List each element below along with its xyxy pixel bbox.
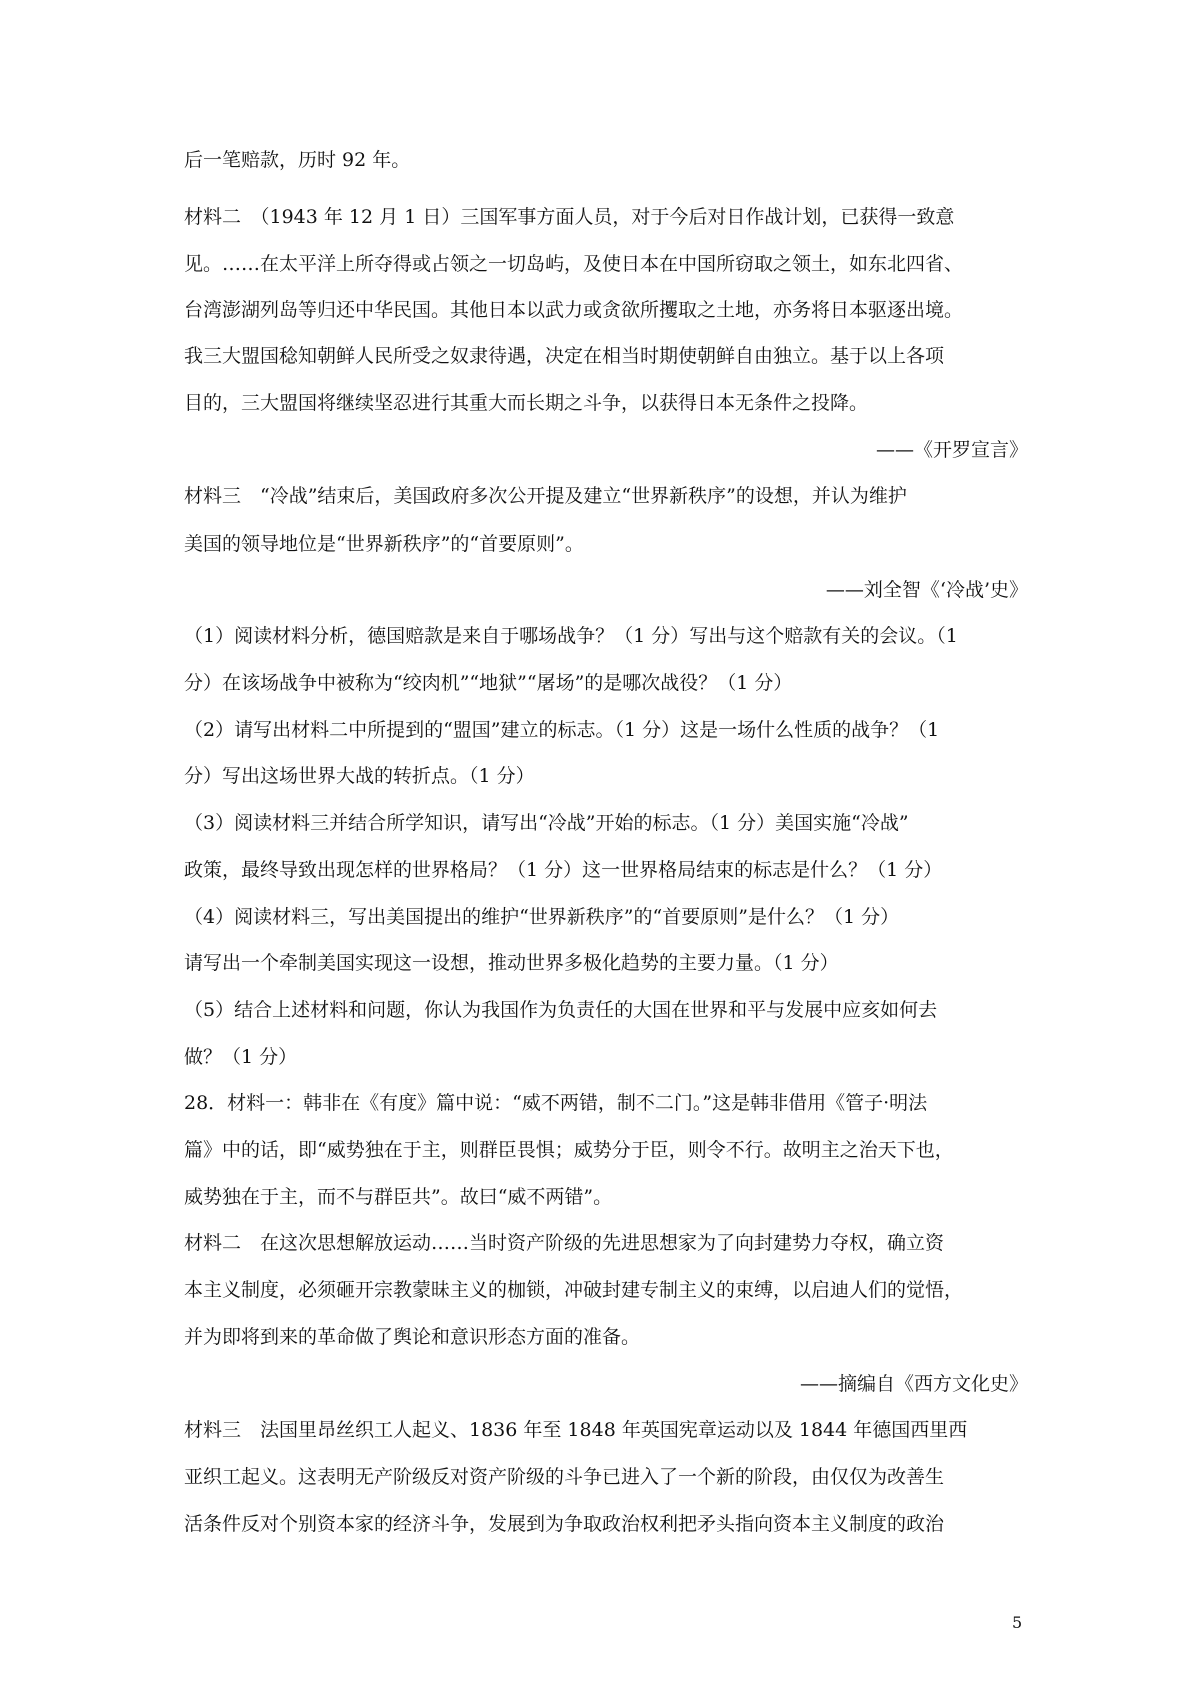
page-number: 5	[1012, 1613, 1023, 1632]
text-line: 台湾澎湖列岛等归还中华民国。其他日本以武力或贪欲所攫取之土地，亦务将日本驱逐出境。	[184, 299, 964, 321]
text-line: 我三大盟国稔知朝鲜人民所受之奴隶待遇，决定在相当时期使朝鲜自由独立。基于以上各项	[184, 345, 945, 367]
question-line: （5）结合上述材料和问题，你认为我国作为负责任的大国在世界和平与发展中应亥如何去	[184, 999, 938, 1021]
question-line: 政策，最终导致出现怎样的世界格局？（1 分）这一世界格局结束的标志是什么？（1 分）	[184, 859, 943, 881]
text-line: 材料二 （1943 年 12 月 1 日）三国军事方面人员，对于今后对日作战计划，已获得一致意	[184, 206, 955, 228]
question-line: （3）阅读材料三并结合所学知识，请写出“冷战”开始的标志。（1 分）美国实施“冷战”	[184, 812, 909, 834]
text-line: 材料二 在这次思想解放运动……当时资产阶级的先进思想家为了向封建势力夺权，确立资	[184, 1232, 945, 1254]
question-line: 做？（1 分）	[184, 1046, 298, 1068]
text-line: 美国的领导地位是“世界新秩序”的“首要原则”。	[184, 533, 584, 555]
question-line: （2）请写出材料二中所提到的“盟国”建立的标志。（1 分）这是一场什么性质的战争？（1	[184, 719, 940, 741]
question-line: 请写出一个牵制美国实现这一设想，推动世界多极化趋势的主要力量。（1 分）	[184, 952, 839, 974]
question-line: 分）在该场战争中被称为“绞肉机”“地狱”“屠场”的是哪次战役？（1 分）	[184, 672, 793, 694]
source-attribution: ——刘全智《‘冷战’史》	[825, 579, 1028, 601]
text-line: 28．材料一：韩非在《有度》篇中说：“威不两错，制不二门。”这是韩非借用《管子·明法	[184, 1092, 928, 1114]
text-line: 后一笔赔款，历时 92 年。	[184, 149, 411, 171]
text-line: 见。……在太平洋上所夺得或占领之一切岛屿，及使日本在中国所窃取之领土，如东北四省、	[184, 253, 964, 275]
text-line: 威势独在于主，而不与群臣共”。故曰“威不两错”。	[184, 1186, 613, 1208]
text-line: 并为即将到来的革命做了舆论和意识形态方面的准备。	[184, 1326, 641, 1348]
text-line: 材料三 “冷战”结束后，美国政府多次公开提及建立“世界新秩序”的设想，并认为维护	[184, 485, 907, 507]
text-line: 活条件反对个别资本家的经济斗争，发展到为争取政治权利把矛头指向资本主义制度的政治	[184, 1513, 945, 1535]
question-line: 分）写出这场世界大战的转折点。（1 分）	[184, 765, 535, 787]
text-line: 亚织工起义。这表明无产阶级反对资产阶级的斗争已进入了一个新的阶段，由仅仅为改善生	[184, 1466, 945, 1488]
source-attribution: ——摘编自《西方文化史》	[799, 1373, 1028, 1395]
text-line: 本主义制度，必须砸开宗教蒙昧主义的枷锁，冲破封建专制主义的束缚，以启迪人们的觉悟，	[184, 1279, 964, 1301]
text-line: 材料三 法国里昂丝织工人起义、1836 年至 1848 年英国宪章运动以及 1844 年德国西里西	[184, 1419, 968, 1441]
question-line: （4）阅读材料三，写出美国提出的维护“世界新秩序”的“首要原则”是什么？（1 分）	[184, 906, 900, 928]
source-attribution: ——《开罗宣言》	[875, 439, 1028, 461]
question-line: （1）阅读材料分析，德国赔款是来自于哪场战争？（1 分）写出与这个赔款有关的会议。（1	[184, 625, 958, 647]
text-line: 篇》中的话，即“威势独在于主，则群臣畏惧；威势分于臣，则令不行。故明主之治天下也，	[184, 1139, 954, 1161]
text-line: 目的，三大盟国将继续坚忍进行其重大而长期之斗争，以获得日本无条件之投降。	[184, 392, 869, 414]
